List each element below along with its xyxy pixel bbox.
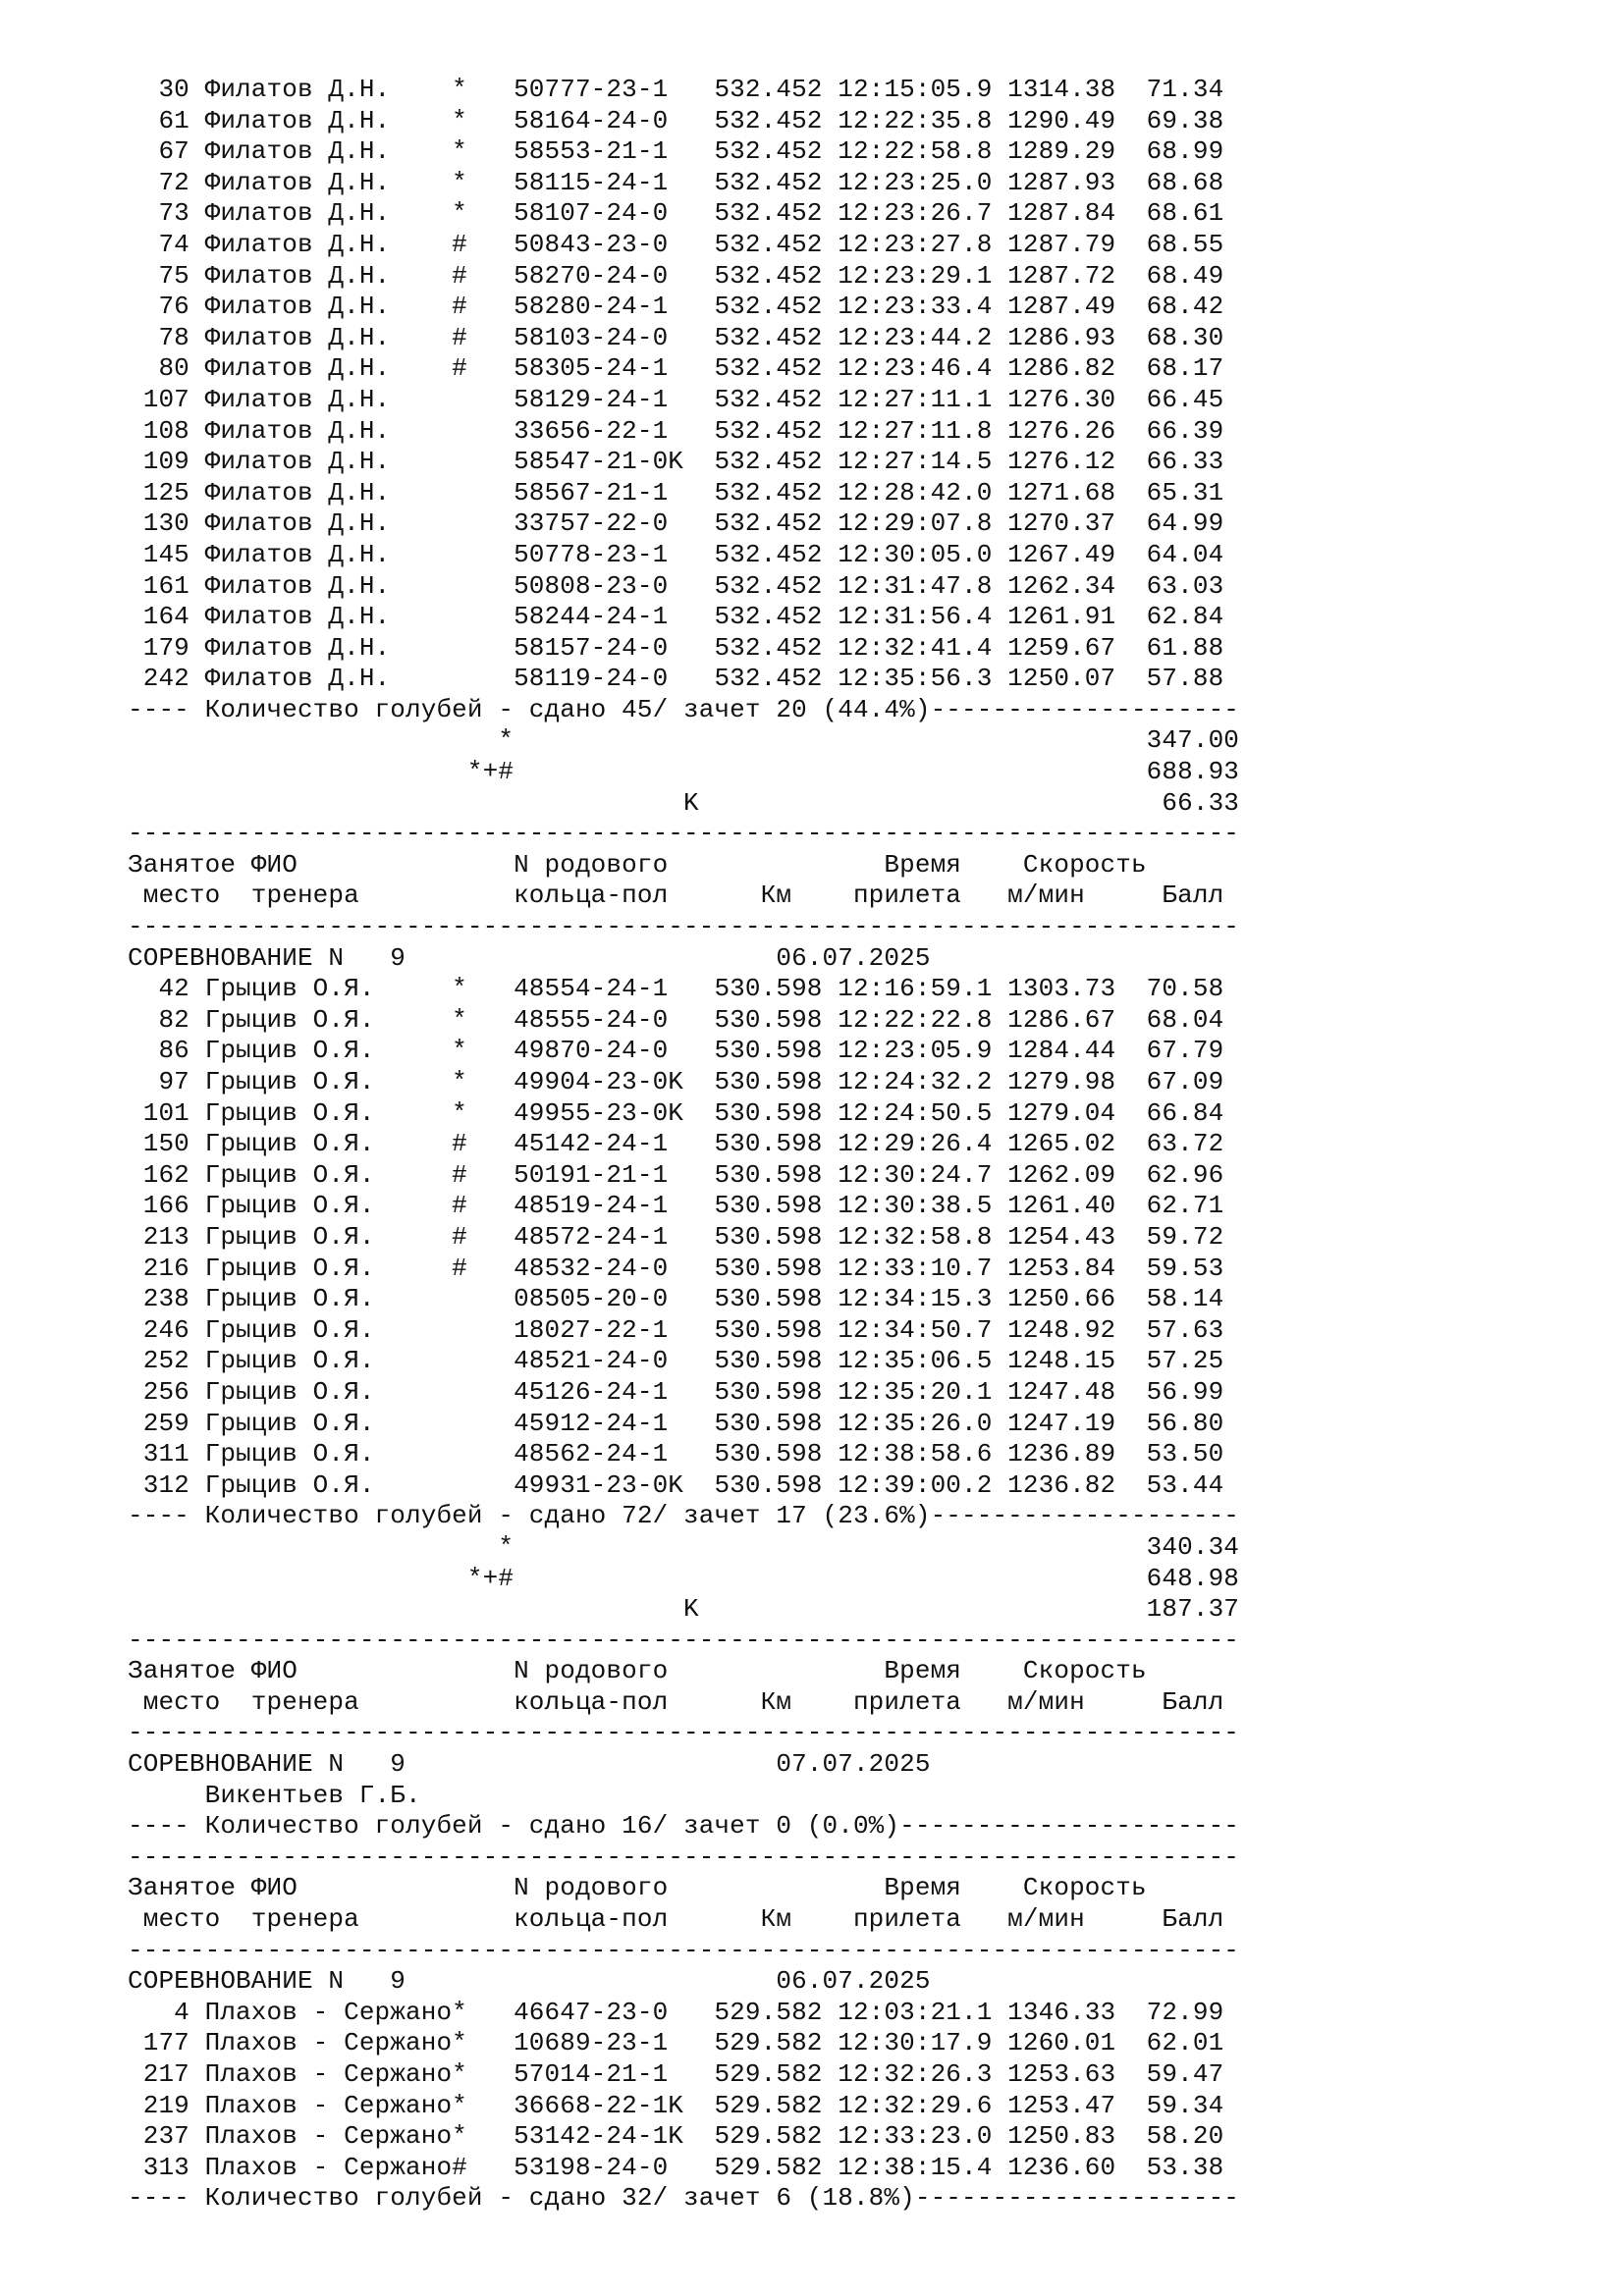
total-combo: *+# 648.98 <box>128 1563 1240 1593</box>
table-row: 164 Филатов Д.Н. 58244-24-1 532.452 12:31:56.4 1261.91 62.84 <box>128 602 1224 632</box>
table-row: 76 Филатов Д.Н. # 58280-24-1 532.452 12:23:33.4 1287.49 68.42 <box>128 292 1224 322</box>
total-star: * 347.00 <box>128 725 1240 756</box>
table-row: 61 Филатов Д.Н. * 58164-24-0 532.452 12:22:35.8 1290.49 69.38 <box>128 105 1224 135</box>
competition-line: СОРЕВНОВАНИЕ N 9 06.07.2025 <box>128 1966 931 1997</box>
table-row: 311 Грыцив О.Я. 48562-24-1 530.598 12:38:58.6 1236.89 53.50 <box>128 1439 1224 1469</box>
table-row: 216 Грыцив О.Я. # 48532-24-0 530.598 12:33:10.7 1253.84 59.53 <box>128 1253 1224 1283</box>
owner-line: Викентьев Г.Б. <box>128 1780 421 1810</box>
table-header-bottom: место тренера кольца-пол Км прилета м/мин Балл <box>128 1904 1224 1935</box>
table-header-bottom: место тренера кольца-пол Км прилета м/мин Балл <box>128 1686 1224 1717</box>
table-header-bottom: место тренера кольца-пол Км прилета м/мин Балл <box>128 881 1224 911</box>
table-row: 238 Грыцив О.Я. 08505-20-0 530.598 12:34:15.3 1250.66 58.14 <box>128 1284 1224 1314</box>
table-row: 67 Филатов Д.Н. * 58553-21-1 532.452 12:22:58.8 1289.29 68.99 <box>128 136 1224 167</box>
table-row: 4 Плахов - Сержано* 46647-23-0 529.582 12:03:21.1 1346.33 72.99 <box>128 1997 1224 2027</box>
table-row: 237 Плахов - Сержано* 53142-24-1K 529.582 12:33:23.0 1250.83 58.20 <box>128 2121 1224 2152</box>
table-row: 97 Грыцив О.Я. * 49904-23-0K 530.598 12:24:32.2 1279.98 67.09 <box>128 1067 1224 1096</box>
table-header-top: Занятое ФИО N родового Время Скорость <box>128 1873 1147 1903</box>
table-row: 109 Филатов Д.Н. 58547-21-0K 532.452 12:27:14.5 1276.12 66.33 <box>128 447 1224 477</box>
count-line: ---- Количество голубей - сдано 45/ зачет 20 (44.4%)-------------------- <box>128 694 1240 724</box>
divider: ------------------------------------------------------------------------ <box>128 1935 1240 1965</box>
count-line: ---- Количество голубей - сдано 32/ зачет 6 (18.8%)--------------------- <box>128 2183 1240 2214</box>
table-row: 252 Грыцив О.Я. 48521-24-0 530.598 12:35:06.5 1248.15 57.25 <box>128 1346 1224 1376</box>
table-row: 74 Филатов Д.Н. # 50843-23-0 532.452 12:23:27.8 1287.79 68.55 <box>128 229 1224 259</box>
total-k: K 66.33 <box>128 787 1240 818</box>
table-row: 130 Филатов Д.Н. 33757-22-0 532.452 12:29:07.8 1270.37 64.99 <box>128 508 1224 539</box>
table-row: 177 Плахов - Сержано* 10689-23-1 529.582 12:30:17.9 1260.01 62.01 <box>128 2028 1224 2058</box>
table-row: 179 Филатов Д.Н. 58157-24-0 532.452 12:32:41.4 1259.67 61.88 <box>128 632 1224 663</box>
table-row: 313 Плахов - Сержано# 53198-24-0 529.582 12:38:15.4 1236.60 53.38 <box>128 2152 1224 2182</box>
table-row: 42 Грыцив О.Я. * 48554-24-1 530.598 12:16:59.1 1303.73 70.58 <box>128 974 1224 1004</box>
table-header-top: Занятое ФИО N родового Время Скорость <box>128 1656 1147 1686</box>
table-row: 219 Плахов - Сержано* 36668-22-1K 529.582 12:32:29.6 1253.47 59.34 <box>128 2090 1224 2120</box>
count-line: ---- Количество голубей - сдано 16/ зачет 0 (0.0%)---------------------- <box>128 1811 1240 1842</box>
table-row: 80 Филатов Д.Н. # 58305-24-1 532.452 12:23:46.4 1286.82 68.17 <box>128 353 1224 384</box>
table-row: 78 Филатов Д.Н. # 58103-24-0 532.452 12:23:44.2 1286.93 68.30 <box>128 322 1224 352</box>
table-row: 256 Грыцив О.Я. 45126-24-1 530.598 12:35:20.1 1247.48 56.99 <box>128 1376 1224 1407</box>
table-header-top: Занятое ФИО N родового Время Скорость <box>128 849 1147 880</box>
divider: ------------------------------------------------------------------------ <box>128 912 1240 942</box>
table-row: 166 Грыцив О.Я. # 48519-24-1 530.598 12:30:38.5 1261.40 62.71 <box>128 1191 1224 1221</box>
table-row: 145 Филатов Д.Н. 50778-23-1 532.452 12:30:05.0 1267.49 64.04 <box>128 539 1224 569</box>
table-row: 312 Грыцив О.Я. 49931-23-0K 530.598 12:39:00.2 1236.82 53.44 <box>128 1469 1224 1500</box>
table-row: 161 Филатов Д.Н. 50808-23-0 532.452 12:31:47.8 1262.34 63.03 <box>128 570 1224 601</box>
table-row: 125 Филатов Д.Н. 58567-21-1 532.452 12:28:42.0 1271.68 65.31 <box>128 477 1224 507</box>
table-row: 150 Грыцив О.Я. # 45142-24-1 530.598 12:29:26.4 1265.02 63.72 <box>128 1129 1224 1159</box>
table-row: 246 Грыцив О.Я. 18027-22-1 530.598 12:34:50.7 1248.92 57.63 <box>128 1314 1224 1345</box>
table-row: 86 Грыцив О.Я. * 49870-24-0 530.598 12:23:05.9 1284.44 67.79 <box>128 1036 1224 1066</box>
table-row: 162 Грыцив О.Я. # 50191-21-1 530.598 12:30:24.7 1262.09 62.96 <box>128 1159 1224 1190</box>
table-row: 82 Грыцив О.Я. * 48555-24-0 530.598 12:22:22.8 1286.67 68.04 <box>128 1004 1224 1035</box>
total-k: K 187.37 <box>128 1594 1240 1625</box>
table-row: 107 Филатов Д.Н. 58129-24-1 532.452 12:27:11.1 1276.30 66.45 <box>128 384 1224 414</box>
table-row: 259 Грыцив О.Я. 45912-24-1 530.598 12:35:26.0 1247.19 56.80 <box>128 1408 1224 1438</box>
divider: ------------------------------------------------------------------------ <box>128 1625 1240 1655</box>
table-row: 75 Филатов Д.Н. # 58270-24-0 532.452 12:23:29.1 1287.72 68.49 <box>128 260 1224 291</box>
competition-line: СОРЕВНОВАНИЕ N 9 07.07.2025 <box>128 1749 931 1780</box>
total-combo: *+# 688.93 <box>128 757 1240 787</box>
table-row: 73 Филатов Д.Н. * 58107-24-0 532.452 12:23:26.7 1287.84 68.61 <box>128 198 1224 229</box>
table-row: 213 Грыцив О.Я. # 48572-24-1 530.598 12:32:58.8 1254.43 59.72 <box>128 1221 1224 1252</box>
count-line: ---- Количество голубей - сдано 72/ зачет 17 (23.6%)-------------------- <box>128 1501 1240 1531</box>
table-row: 101 Грыцив О.Я. * 49955-23-0K 530.598 12:24:50.5 1279.04 66.84 <box>128 1097 1224 1128</box>
competition-line: СОРЕВНОВАНИЕ N 9 06.07.2025 <box>128 942 931 973</box>
divider: ------------------------------------------------------------------------ <box>128 1842 1240 1872</box>
total-star: * 340.34 <box>128 1531 1240 1562</box>
table-row: 108 Филатов Д.Н. 33656-22-1 532.452 12:27:11.8 1276.26 66.39 <box>128 415 1224 446</box>
divider: ------------------------------------------------------------------------ <box>128 1718 1240 1748</box>
results-document <box>128 75 1239 2215</box>
divider: ------------------------------------------------------------------------ <box>128 819 1240 849</box>
table-row: 217 Плахов - Сержано* 57014-21-1 529.582 12:32:26.3 1253.63 59.47 <box>128 2059 1224 2089</box>
table-row: 30 Филатов Д.Н. * 50777-23-1 532.452 12:15:05.9 1314.38 71.34 <box>128 75 1224 104</box>
table-row: 242 Филатов Д.Н. 58119-24-0 532.452 12:35:56.3 1250.07 57.88 <box>128 664 1224 694</box>
table-row: 72 Филатов Д.Н. * 58115-24-1 532.452 12:23:25.0 1287.93 68.68 <box>128 167 1224 197</box>
